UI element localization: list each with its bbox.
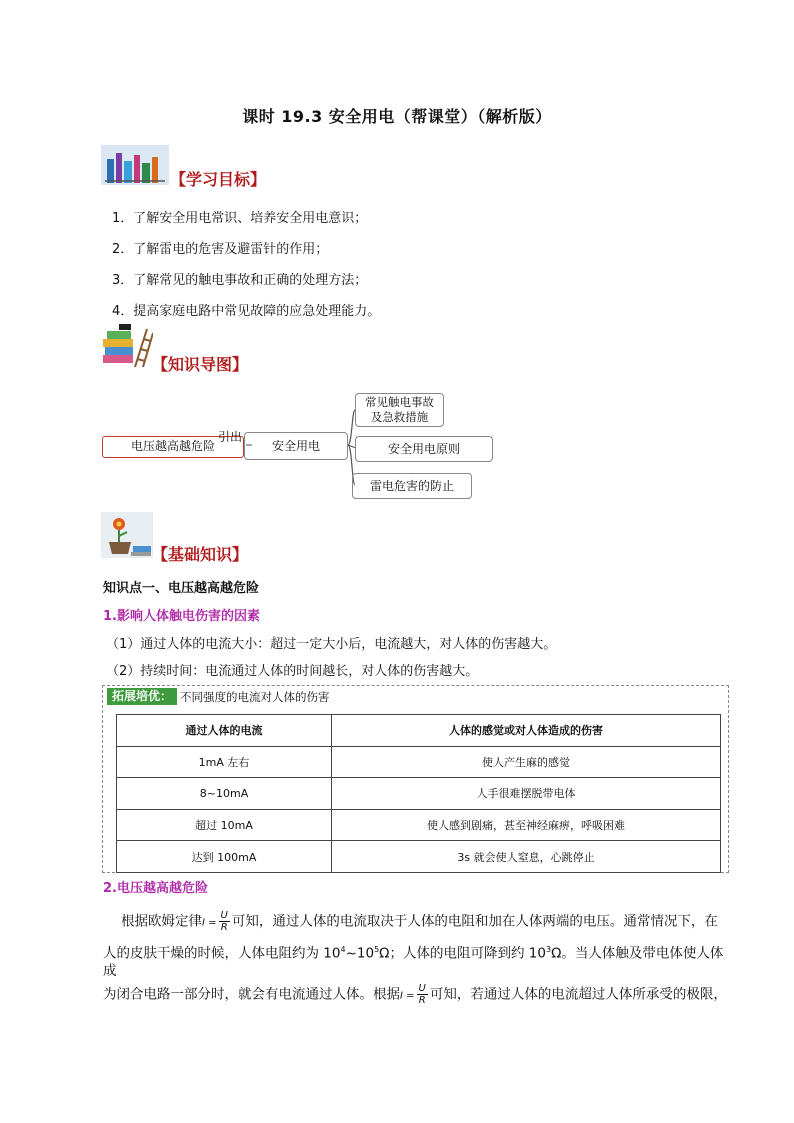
expand-badge: 拓展培优：: [107, 688, 177, 705]
table-cell: 超过 10mA: [117, 809, 332, 841]
mindmap-branch-line: 及急救措施: [370, 410, 429, 424]
subheading: 2.电压越高越危险: [103, 881, 208, 896]
mindmap-branch-node: [355, 393, 444, 427]
paragraph-line: [103, 945, 728, 981]
exponent: 3: [545, 945, 552, 954]
objective-item: 2．了解雷电的危害及避雷针的作用；: [112, 242, 329, 257]
text: ~10: [345, 945, 375, 962]
formula-lhs: I =: [400, 990, 415, 1002]
mindmap-center-node: 安全用电: [244, 432, 348, 460]
section-title-mindmap: 【知识导图】: [152, 355, 249, 374]
exponent: 5: [374, 945, 380, 954]
text: 根据欧姆定律: [121, 913, 202, 930]
flower-pot-icon: [101, 512, 153, 558]
formula-fraction: [219, 910, 230, 933]
mindmap-root-node: 电压越高越危险: [102, 436, 244, 458]
formula-denominator: R: [220, 922, 228, 933]
table-cell: 8~10mA: [117, 778, 332, 810]
objective-item: 3．了解常见的触电事故和正确的处理方法；: [112, 273, 368, 288]
books-ladder-icon: [101, 323, 153, 369]
knowledge-point-heading: 知识点一、电压越高越危险: [103, 581, 260, 596]
section-title-objectives: 【学习目标】: [170, 170, 267, 189]
table-row: [117, 809, 721, 841]
exponent: 4: [340, 945, 346, 954]
text: 为闭合电路一部分时，就会有电流通过人体。根据: [103, 986, 400, 1003]
table-cell: 达到 100mA: [117, 841, 332, 873]
table-cell: 人手很难摆脱带电体: [332, 778, 721, 810]
paragraph-line: [121, 910, 731, 933]
factor-item: （2）持续时间：电流通过人体的时间越长，对人体的伤害越大。: [106, 664, 479, 679]
formula-numerator: U: [418, 983, 426, 994]
formula-fraction: [417, 983, 428, 1006]
paragraph-line: [103, 983, 728, 1006]
mindmap-edge-label: 引出: [218, 430, 243, 444]
table-cell: 1mA 左右: [117, 746, 332, 778]
formula-numerator: U: [220, 910, 228, 921]
table-row: [117, 746, 721, 778]
section-title-basics: 【基础知识】: [152, 545, 249, 564]
table-cell: 使人感到剧痛，甚至神经麻痹，呼吸困难: [332, 809, 721, 841]
table-header-cell: 人体的感觉或对人体造成的伤害: [332, 715, 721, 747]
table-row: [117, 841, 721, 873]
formula-lhs: I =: [202, 917, 217, 929]
table-cell: 3s 就会使人窒息，心跳停止: [332, 841, 721, 873]
mindmap-branch-line: 常见触电事故: [365, 395, 434, 409]
table-row: [117, 778, 721, 810]
subheading: 1.影响人体触电伤害的因素: [103, 609, 260, 624]
books-illustration-icon: [101, 145, 169, 185]
formula-denominator: R: [418, 995, 426, 1006]
table-cell: 使人产生麻的感觉: [332, 746, 721, 778]
text: 可知，通过人体的电流取决于人体的电阻和加在人体两端的电压。通常情况下，在: [231, 913, 718, 930]
factor-item: （1）通过人体的电流大小：超过一定大小后，电流越大，对人体的伤害越大。: [106, 637, 557, 652]
text: Ω；人体的电阻可降到约 10: [379, 945, 546, 962]
mindmap-branch-node: 安全用电原则: [355, 436, 493, 462]
page-title: 课时 19.3 安全用电（帮课堂）（解析版）: [242, 107, 552, 126]
expand-title: 不同强度的电流对人体的伤害: [180, 690, 330, 704]
text: 可知，若通过人体的电流超过人体所承受的极限，: [429, 986, 727, 1003]
objective-item: 4．提高家庭电路中常见故障的应急处理能力。: [112, 304, 381, 319]
current-effects-table: [116, 714, 721, 873]
objective-item: 1．了解安全用电常识、培养安全用电意识；: [112, 211, 368, 226]
mindmap-branch-node: 雷电危害的防止: [352, 473, 472, 499]
table-header-cell: 通过人体的电流: [117, 715, 332, 747]
text: 人的皮肤干燥的时候，人体电阻约为 10: [103, 945, 341, 962]
table-header-row: [117, 715, 721, 747]
text: Ω。当人体触及带电体使人体成: [103, 945, 724, 980]
